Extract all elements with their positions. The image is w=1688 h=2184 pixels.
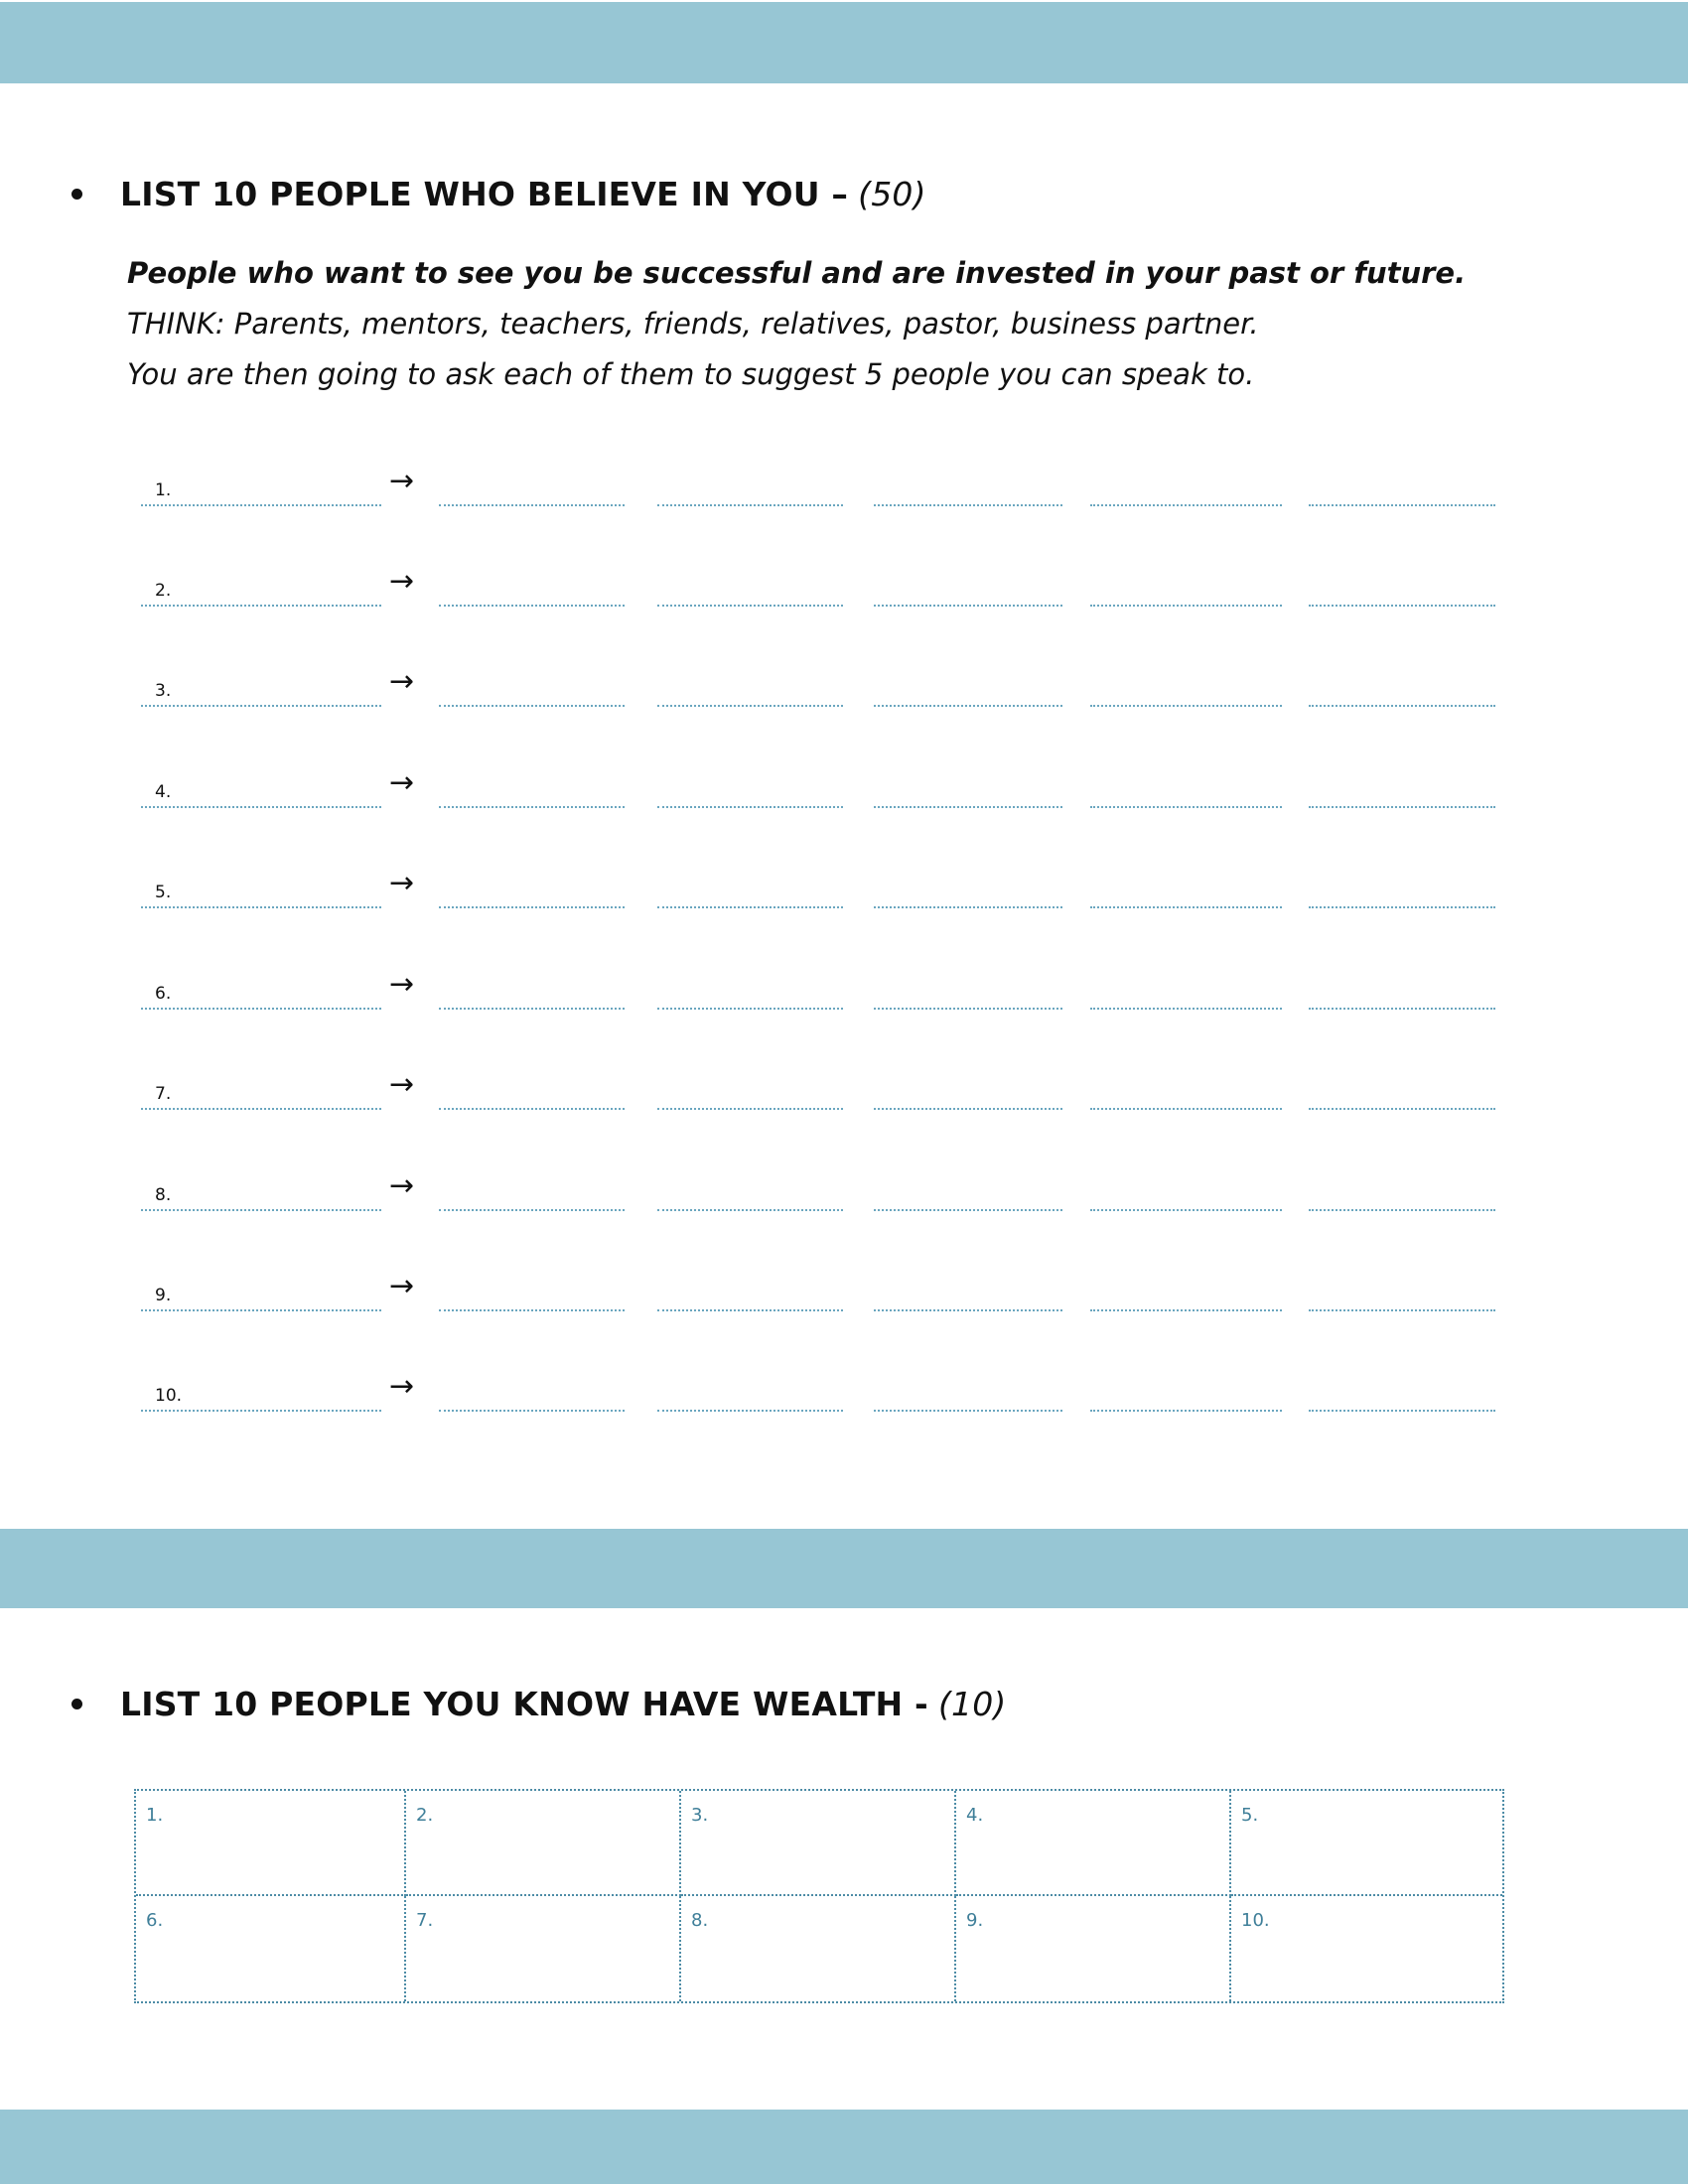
row-number: 5. — [155, 883, 172, 902]
wealth-cell[interactable] — [1231, 1791, 1502, 1896]
referral-field-1[interactable] — [439, 605, 625, 607]
wealth-cell-number: 6. — [146, 1910, 164, 1931]
believer-row — [0, 1242, 1688, 1311]
believer-name-field[interactable] — [141, 806, 381, 808]
referral-field-4[interactable] — [1090, 705, 1282, 707]
wealth-cell[interactable] — [1231, 1896, 1502, 2001]
wealth-cell-number: 2. — [416, 1805, 434, 1826]
section-believers-title: LIST 10 PEOPLE WHO BELIEVE IN YOU – — [120, 175, 849, 213]
referral-field-3[interactable] — [874, 806, 1062, 808]
arrow-right-icon: → — [389, 564, 415, 599]
row-number: 6. — [155, 984, 172, 1004]
wealth-cell[interactable] — [956, 1896, 1231, 2001]
row-number: 8. — [155, 1185, 172, 1205]
wealth-cell-number: 1. — [146, 1805, 164, 1826]
believer-name-field[interactable] — [141, 605, 381, 607]
wealth-cell[interactable] — [136, 1896, 406, 2001]
believer-name-field[interactable] — [141, 1309, 381, 1311]
believer-row — [0, 839, 1688, 908]
arrow-right-icon: → — [389, 1269, 415, 1303]
referral-field-4[interactable] — [1090, 504, 1282, 506]
referral-field-4[interactable] — [1090, 1008, 1282, 1010]
wealth-cell-number: 4. — [966, 1805, 984, 1826]
believer-name-field[interactable] — [141, 1108, 381, 1110]
believers-instruction: You are then going to ask each of them to suggest 5 people you can speak to. — [127, 357, 1255, 391]
believer-name-field[interactable] — [141, 906, 381, 908]
referral-field-4[interactable] — [1090, 1108, 1282, 1110]
row-number: 10. — [155, 1386, 183, 1406]
believer-row — [0, 739, 1688, 808]
referral-field-1[interactable] — [439, 1309, 625, 1311]
believer-row — [0, 637, 1688, 707]
believer-name-field[interactable] — [141, 1008, 381, 1010]
referral-field-2[interactable] — [657, 906, 843, 908]
referral-field-5[interactable] — [1309, 1410, 1495, 1412]
section-believers-heading — [71, 175, 926, 213]
wealth-cell-number: 7. — [416, 1910, 434, 1931]
believers-description: People who want to see you be successful and are invested in your past or future. — [127, 256, 1467, 290]
row-number: 2. — [155, 581, 172, 601]
referral-field-5[interactable] — [1309, 605, 1495, 607]
referral-field-5[interactable] — [1309, 1108, 1495, 1110]
referral-field-1[interactable] — [439, 1108, 625, 1110]
header-band — [0, 2, 1688, 83]
referral-field-5[interactable] — [1309, 504, 1495, 506]
believer-name-field[interactable] — [141, 1209, 381, 1211]
referral-field-2[interactable] — [657, 806, 843, 808]
referral-field-3[interactable] — [874, 1309, 1062, 1311]
referral-field-3[interactable] — [874, 1108, 1062, 1110]
section-wealth-heading — [71, 1685, 1007, 1723]
believer-name-field[interactable] — [141, 1410, 381, 1412]
referral-field-4[interactable] — [1090, 906, 1282, 908]
referral-field-3[interactable] — [874, 504, 1062, 506]
referral-field-3[interactable] — [874, 906, 1062, 908]
referral-field-4[interactable] — [1090, 806, 1282, 808]
referral-field-2[interactable] — [657, 1108, 843, 1110]
arrow-right-icon: → — [389, 866, 415, 900]
referral-field-3[interactable] — [874, 1410, 1062, 1412]
referral-field-5[interactable] — [1309, 1209, 1495, 1211]
arrow-right-icon: → — [389, 1067, 415, 1102]
divider-band — [0, 1529, 1688, 1608]
wealth-cell-number: 9. — [966, 1910, 984, 1931]
referral-field-2[interactable] — [657, 1008, 843, 1010]
believer-row — [0, 940, 1688, 1010]
referral-field-1[interactable] — [439, 806, 625, 808]
referral-field-4[interactable] — [1090, 1410, 1282, 1412]
arrow-right-icon: → — [389, 1369, 415, 1404]
referral-field-3[interactable] — [874, 605, 1062, 607]
wealth-cell[interactable] — [136, 1791, 406, 1896]
row-number: 4. — [155, 782, 172, 802]
footer-band — [0, 2110, 1688, 2184]
referral-field-5[interactable] — [1309, 906, 1495, 908]
referral-field-3[interactable] — [874, 1209, 1062, 1211]
referral-field-1[interactable] — [439, 504, 625, 506]
believer-row — [0, 537, 1688, 607]
referral-field-5[interactable] — [1309, 1008, 1495, 1010]
row-number: 9. — [155, 1286, 172, 1305]
referral-field-3[interactable] — [874, 705, 1062, 707]
believers-think-list: THINK: Parents, mentors, teachers, friends, relatives, pastor, business partner. — [127, 307, 1259, 341]
referral-field-4[interactable] — [1090, 1209, 1282, 1211]
wealth-cell-number: 10. — [1241, 1910, 1270, 1931]
referral-field-4[interactable] — [1090, 605, 1282, 607]
wealth-cell[interactable] — [406, 1896, 681, 2001]
believer-name-field[interactable] — [141, 504, 381, 506]
referral-field-2[interactable] — [657, 605, 843, 607]
section-believers-count: (50) — [858, 175, 926, 213]
referral-field-1[interactable] — [439, 705, 625, 707]
referral-field-1[interactable] — [439, 1410, 625, 1412]
referral-field-2[interactable] — [657, 705, 843, 707]
referral-field-2[interactable] — [657, 1309, 843, 1311]
arrow-right-icon: → — [389, 664, 415, 699]
arrow-right-icon: → — [389, 967, 415, 1002]
referral-field-1[interactable] — [439, 906, 625, 908]
referral-field-4[interactable] — [1090, 1309, 1282, 1311]
wealth-cell-number: 3. — [691, 1805, 709, 1826]
bullet-icon — [71, 1699, 82, 1709]
wealth-grid — [134, 1789, 1504, 2003]
bullet-icon — [71, 189, 82, 200]
row-number: 7. — [155, 1084, 172, 1104]
referral-field-5[interactable] — [1309, 705, 1495, 707]
referral-field-5[interactable] — [1309, 1309, 1495, 1311]
referral-field-3[interactable] — [874, 1008, 1062, 1010]
referral-field-1[interactable] — [439, 1209, 625, 1211]
referral-field-2[interactable] — [657, 1410, 843, 1412]
wealth-cell[interactable] — [956, 1791, 1231, 1896]
believer-row — [0, 1342, 1688, 1412]
wealth-cell[interactable] — [681, 1791, 956, 1896]
arrow-right-icon: → — [389, 1168, 415, 1203]
section-wealth-count: (10) — [937, 1685, 1007, 1723]
arrow-right-icon: → — [389, 765, 415, 800]
referral-field-2[interactable] — [657, 1209, 843, 1211]
believer-name-field[interactable] — [141, 705, 381, 707]
referral-field-2[interactable] — [657, 504, 843, 506]
section-wealth-title: LIST 10 PEOPLE YOU KNOW HAVE WEALTH - — [120, 1685, 928, 1723]
believer-row — [0, 1040, 1688, 1110]
row-number: 3. — [155, 681, 172, 701]
wealth-cell[interactable] — [681, 1896, 956, 2001]
referral-field-1[interactable] — [439, 1008, 625, 1010]
wealth-cell[interactable] — [406, 1791, 681, 1896]
wealth-cell-number: 8. — [691, 1910, 709, 1931]
believer-row — [0, 437, 1688, 506]
referral-field-5[interactable] — [1309, 806, 1495, 808]
section-believers-instructions — [127, 248, 1517, 400]
wealth-cell-number: 5. — [1241, 1805, 1259, 1826]
arrow-right-icon: → — [389, 464, 415, 498]
row-number: 1. — [155, 480, 172, 500]
believer-row — [0, 1142, 1688, 1211]
